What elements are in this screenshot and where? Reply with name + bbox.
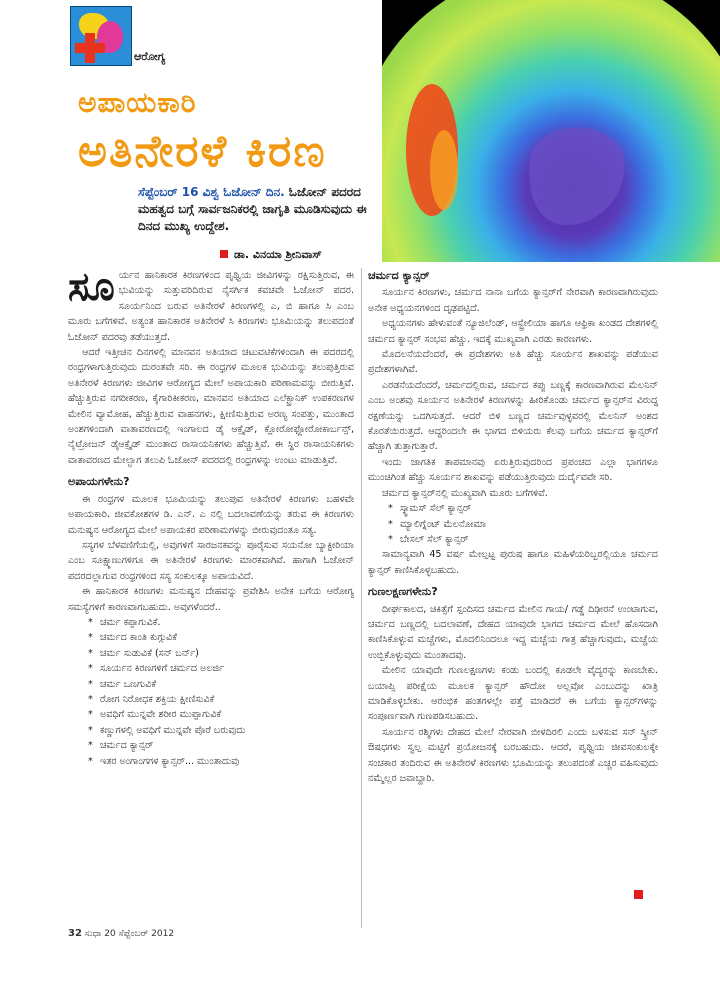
list-item: * ಅವಧಿಗೆ ಮುನ್ನವೇ ಶರೀರ ಮುಪ್ಪಾಗುವಿಕೆ	[88, 707, 354, 722]
intro-text	[138, 184, 368, 235]
title-line-1: ಅಪಾಯಕಾರಿ	[78, 86, 197, 119]
drop-cap: ಸೂ	[68, 264, 115, 310]
subheading-symptoms: ಗುಣಲಕ್ಷಣಗಳೇನು?	[368, 585, 438, 599]
list-item: * ರೋಗ ನಿರೋಧಕ ಶಕ್ತಿಯ ಕ್ಷೀಣಿಸುವಿಕೆ	[88, 692, 354, 707]
title-line-2: ಅತಿನೇರಳೆ ಕಿರಣ	[78, 126, 327, 177]
list-item: * ಚರ್ಮದ ಕ್ಯಾನ್ಸರ್	[88, 738, 354, 753]
paragraph: ಸೂರ್ಯನ ಕಿರಣಗಳು, ಚರ್ಮದ ನಾನಾ ಬಗೆಯ ಕ್ಯಾನ್ಸರ್‌ಗೆ ನೇರವಾಗಿ ಕಾರಣವಾಗಿರುವುದು ಅನೇಕ ಅಧ್ಯಯನಗಳಿಂದ ದೃಢಪಟ್ಟಿದೆ.	[368, 287, 658, 314]
author-name: ಡಾ. ವಿನಯಾ ಶ್ರೀನಿವಾಸ್	[234, 248, 322, 261]
page-number: 32	[68, 928, 82, 939]
paragraph: ಈ ಹಾನಿಕಾರಕ ಕಿರಣಗಳು ಮನುಷ್ಯನ ದೇಹವನ್ನು ಪ್ರವೇಶಿಸಿ ಅನೇಕ ಬಗೆಯ ಆರೋಗ್ಯ ಸಮಸ್ಯೆಗಳಿಗೆ ಕಾರಣವಾಗಬಹುದು. ಅವುಗಳೆಂದರೆ..	[68, 586, 354, 613]
intro-body: ಓಜೋನ್ ಪದರದ ಮಹತ್ವದ ಬಗ್ಗೆ ಸಾರ್ವಜನಿಕರಲ್ಲಿ ಜಾಗೃತಿ ಮೂಡಿಸುವುದು ಈ ದಿನದ ಮುಖ್ಯ ಉದ್ದೇಶ.	[138, 185, 367, 233]
list-item: * ಚರ್ಮ ಒಣಗುವಿಕೆ	[88, 677, 354, 692]
paragraph: ಚರ್ಮದ ಕ್ಯಾನ್ಸರ್‌ನಲ್ಲಿ ಮುಖ್ಯವಾಗಿ ಮೂರು ಬಗೆಗಳಿವೆ.	[382, 487, 548, 499]
ozone-globe-graphic	[382, 0, 720, 262]
byline	[220, 248, 322, 262]
subheading-dangers: ಅಪಾಯಗಳೇನು?	[68, 475, 130, 489]
ozone-hole-image	[382, 0, 720, 262]
paragraph: ಸೂರ್ಯನ ಹಾನಿಕಾರಕ ಕಿರಣಗಳಿಂದ ಪೃಥ್ವಿಯ ಜೀವಿಗಳನ್ನು ರಕ್ಷಿಸುತ್ತಿರುವ, ಈ ಭುವಿಯನ್ನು ಸುತ್ತುವರಿದಿರುವ ನೈಸರ್ಗಿಕ ಕವಚವೇ ಓಜೋನ್ ಪದರ. ಸೂರ್ಯನಿಂದ ಬರುವ ಅತಿನೇರಳೆ ಕಿರಣಗಳಲ್ಲಿ ಎ, ಬಿ ಹಾಗೂ ಸಿ ಎಂಬ ಮೂರು ಬಗೆಗಳಿವೆ. ಅತ್ಯಂತ ಹಾನಿಕಾರಕ ಅತಿನೇರಳೆ ಸಿ ಕಿರಣಗಳು ಭೂಮಿಯನ್ನು ತಲುಪದಂತೆ ಓಜೋನ್ ಪದರವು ತಡೆಯುತ್ತದೆ.	[68, 264, 354, 343]
paragraph: ದೀರ್ಘಕಾಲದ, ಚಿಕಿತ್ಸೆಗೆ ಸ್ಪಂದಿಸದ ಚರ್ಮದ ಮೇಲಿನ ಗಾಯ/ ಗಡ್ಡೆ ದಿಢೀರನೆ ಉಂಟಾಗುವ, ಚರ್ಮದ ಬಣ್ಣದಲ್ಲಿ ಬದಲಾವಣೆ, ದೇಹದ ಯಾವುದೇ ಭಾಗದ ಚರ್ಮದ ಮೇಲೆ ಹೊಸದಾಗಿ ಕಾಣಿಸಿಕೊಳ್ಳುವ ಮಚ್ಚೆಗಳು, ಮೊದಲಿನಿಂದಲೂ ಇದ್ದ ಮಚ್ಚೆಯ ಗಾತ್ರ ಹೆಚ್ಚಾಗುವುದು, ಮಚ್ಚೆಯ ಉಬ್ಬಿಕೊಳ್ಳುವುದು ಮುಂತಾದವು.	[368, 603, 658, 661]
paragraph: ಈ ರಂಧ್ರಗಳ ಮೂಲಕ ಭೂಮಿಯನ್ನು ತಲುಪುವ ಅತಿನೇರಳೆ ಕಿರಣಗಳು ಬಹಳವೇ ಅಪಾಯಕಾರಿ. ಜೀವಕೋಶಗಳ ಡಿ. ಎನ್. ಎ ನಲ್ಲಿ ಬದಲಾವಣೆಯನ್ನು ತರುವ ಈ ಕಿರಣಗಳು ಮನುಷ್ಯನ ಆರೋಗ್ಯದ ಮೇಲೆ ಅಪಾಯಕರ ಪರಿಣಾಮಗಳನ್ನು ಬೀರುವುದಂತೂ ಸತ್ಯ.	[68, 493, 354, 536]
page-footer	[68, 928, 174, 939]
list-item: * ಮ್ಯಾಲಿಗ್ನೆಂಟ್ ಮೆಲನೋಮಾ	[388, 517, 658, 532]
paragraph: ಆದರೆ ಇತ್ತೀಚಿನ ದಿನಗಳಲ್ಲಿ ಮಾನವನ ಅತಿಯಾದ ಚಟುವಟಿಕೆಗಳಿಂದಾಗಿ ಈ ಪದರದಲ್ಲಿ ರಂಧ್ರಗಳಾಗುತ್ತಿರುವುದು ದುರಂತವೇ ಸರಿ. ಈ ರಂಧ್ರಗಳ ಮೂಲಕ ಭುವಿಯನ್ನು ತಲುಪುತ್ತಿರುವ ಅತಿನೇರಳೆ ಕಿರಣಗಳು ಜೀವಿಗಳ ಆರೋಗ್ಯದ ಮೇಲೆ ಅಪಾಯಕಾರಿ ಪರಿಣಾಮವನ್ನು ಬೀರುತ್ತಿವೆ. ಹೆಚ್ಚುತ್ತಿರುವ ನಗರೀಕರಣ, ಕೈಗಾರಿಕೀಕರಣ, ಮಾನವನ ಅತಿಯಾದ ಎಲೆಕ್ಟ್ರಾನಿಕ್ ಉಪಕರಣಗಳ ಮೇಲಿನ ವ್ಯಾಮೋಹ, ಹೆಚ್ಚುತ್ತಿರುವ ವಾಹನಗಳು, ಕ್ಷೀಣಿಸುತ್ತಿರುವ ಅರಣ್ಯ ಸಂಪತ್ತು, ಮುಂತಾದ ಅಂಶಗಳಿಂದಾಗಿ ವಾತಾವರಣದಲ್ಲಿ ಇಂಗಾಲದ ಡೈ ಆಕ್ಸೈಡ್, ಕ್ಲೋರೋಫ್ಲೋರೋಕಾರ್ಬನ್ಸ್, ನೈಟ್ರೋಜನ್ ಡೈಆಕ್ಸೈಡ್ ಮುಂತಾದ ರಾಸಾಯನಿಕಗಳು ಹೆಚ್ಚುತ್ತಿವೆ. ಈ ಸ್ಥಿರ ರಾಸಾಯನಿಕಗಳು ವಾತಾವರಣದ ಮೇಲ್ಭಾಗ ತಲುಪಿ ಓಜೋನ್ ಪದರದಲ್ಲಿ ರಂಧ್ರಗಳನ್ನು ಉಂಟು ಮಾಡುತ್ತಿವೆ.	[68, 347, 354, 466]
list-item: * ಕಣ್ಣುಗಳಲ್ಲಿ ಅವಧಿಗೆ ಮುನ್ನವೇ ಪೊರೆ ಬರುವುದು	[88, 723, 354, 738]
paragraph: ಇಂದು ಜಾಗತಿಕ ತಾಪಮಾನವು ಏರುತ್ತಿರುವುದರಿಂದ ಪ್ರಪಂಚದ ಎಲ್ಲಾ ಭಾಗಗಳೂ ಮುಂಚಿಗಿಂತ ಹೆಚ್ಚು ಸೂರ್ಯನ ಶಾಖವನ್ನು ಪಡೆಯುತ್ತಿರುವುದು ದುರ್ದೈವವೇ ಸರಿ.	[368, 456, 658, 484]
list-item: * ಚರ್ಮ ಕಪ್ಪಾಗುವಿಕೆ.	[88, 615, 354, 630]
section-logo	[70, 6, 132, 66]
subheading-skin-cancer: ಚರ್ಮದ ಕ್ಯಾನ್ಸರ್	[368, 269, 430, 282]
footer-text: ಸುಧಾ 20 ಸೆಪ್ಟೆಂಬರ್ 2012	[84, 929, 175, 939]
list-item: * ಚರ್ಮ ಸುಡುವಿಕೆ (ಸನ್ ಬರ್ನ್)	[88, 646, 354, 661]
end-of-article-mark	[634, 890, 643, 899]
list-item: * ಸ್ಕ್ವಾಮಸ್ ಸೆಲ್ ಕ್ಯಾನ್ಸರ್	[388, 501, 658, 516]
section-label: ಆರೋಗ್ಯ	[134, 50, 166, 63]
list-item: * ಸೂರ್ಯನ ಕಿರಣಗಳಿಗೆ ಚರ್ಮದ ಅಲರ್ಜಿ	[88, 661, 354, 676]
intro-highlight: ಸೆಪ್ಟೆಂಬರ್ 16 ವಿಶ್ವ ಓಜೋನ್ ದಿನ.	[138, 185, 285, 199]
list-item: * ಇತರ ಅಂಗಾಂಗಗಳ ಕ್ಯಾನ್ಸರ್... ಮುಂತಾದುವು	[88, 754, 354, 769]
paragraph: ಎರಡನೆಯದೆಂದರೆ, ಚರ್ಮದಲ್ಲಿರುವ, ಚರ್ಮದ ಕಪ್ಪು ಬಣ್ಣಕ್ಕೆ ಕಾರಣವಾಗಿರುವ ಮೆಲನಿನ್ ಎಂಬ ಅಂಶವು ಸೂರ್ಯನ ಅತಿನೇರಳೆ ಕಿರಣಗಳನ್ನು ಹೀರಿಕೊಂಡು ಚರ್ಮದ ಕ್ಯಾನ್ಸರ್‌ನ ವಿರುದ್ಧ ರಕ್ಷಣೆಯನ್ನು ಒದಗಿಸುತ್ತದೆ. ಆದರೆ ಬಿಳಿ ಬಣ್ಣದ ಚರ್ಮವುಳ್ಳವರಲ್ಲಿ ಮೆಲನಿನ್ ಅಂಶದ ಕೊರತೆಯಿರುತ್ತದೆ. ಆದ್ದರಿಂದಲೇ ಈ ಭಾಗದ ಬಿಳಿಯರು ಕೆಲವು ಬಗೆಯ ಚರ್ಮದ ಕ್ಯಾನ್ಸರ್‌ಗೆ ಹೆಚ್ಚಾಗಿ ತುತ್ತಾಗುತ್ತಾರೆ.	[368, 379, 658, 453]
paragraph: ಸಸ್ಯಗಳ ಬೆಳವಣಿಗೆಯಲ್ಲಿ, ಅವುಗಳಿಗೆ ಸಾರಜನಕವನ್ನು ಪೂರೈಸುವ ಸಯನೋ ಬ್ಯಾಕ್ಟೀರಿಯಾ ಎಂಬ ಸೂಕ್ಷ್ಮಾಣುಗಳಿಗೂ ಈ ಅತಿನೇರಳೆ ಕಿರಣಗಳು ಮಾರಕವಾಗಿವೆ. ಹಾಗಾಗಿ ಓಜೋನ್ ಪದರದಲ್ಲಾಗುವ ರಂಧ್ರಗಳಿಂದ ಸಸ್ಯ ಸಂಕುಲಕ್ಕೂ ಅಪಾಯವಿದೆ.	[68, 539, 354, 582]
paragraph: ಅಧ್ಯಯನಗಳು ಹೇಳುವಂತೆ ನ್ಯೂಜಿಲೆಂಡ್, ಆಸ್ಟ್ರೇಲಿಯಾ ಹಾಗೂ ಆಫ್ರಿಕಾ ಖಂಡದ ದೇಶಗಳಲ್ಲಿ ಚರ್ಮದ ಕ್ಯಾನ್ಸರ್ ಸಂಭವ ಹೆಚ್ಚು. ಇದಕ್ಕೆ ಮುಖ್ಯವಾಗಿ ಎರಡು ಕಾರಣಗಳು.	[368, 318, 658, 345]
right-column	[368, 268, 658, 786]
list-item: * ಚರ್ಮದ ಕಾಂತಿ ಕುಗ್ಗುವಿಕೆ	[88, 630, 354, 645]
paragraph: ಮೊದಲನೆಯದೆಂದರೆ, ಈ ಪ್ರದೇಶಗಳು ಅತಿ ಹೆಚ್ಚು ಸೂರ್ಯನ ಶಾಖವನ್ನು ಪಡೆಯುವ ಪ್ರದೇಶಗಳಾಗಿವೆ.	[368, 349, 658, 376]
paragraph: ಮೇಲಿನ ಯಾವುದೇ ಗುಣಲಕ್ಷಣಗಳು ಕಂಡು ಬಂದಲ್ಲಿ ಕೂಡಲೇ ವೈದ್ಯರನ್ನು ಕಾಣಬೇಕು. ಬಯಾಪ್ಸಿ ಪರೀಕ್ಷೆಯ ಮೂಲಕ ಕ್ಯಾನ್ಸರ್ ಹೌದೋ ಅಲ್ಲವೋ ಎಂಬುದನ್ನು ಖಾತ್ರಿ ಮಾಡಿಕೊಳ್ಳಬೇಕು. ಆರಂಭಿಕ ಹಂತಗಳಲ್ಲೇ ಪತ್ತೆ ಮಾಡಿದರೆ ಈ ಬಗೆಯ ಕ್ಯಾನ್ಸರ್‌ಗಳನ್ನು ಸಂಪೂರ್ಣವಾಗಿ ಗುಣಪಡಿಸಬಹುದು.	[368, 665, 658, 723]
list-item: * ಬೇಸಲ್ ಸೆಲ್ ಕ್ಯಾನ್ಸರ್	[388, 532, 658, 547]
paragraph: ಸಾಮಾನ್ಯವಾಗಿ 45 ವರ್ಷ ಮೇಲ್ಪಟ್ಟ ಪುರುಷ ಹಾಗೂ ಮಹಿಳೆಯರಿಬ್ಬರಲ್ಲಿಯೂ ಚರ್ಮದ ಕ್ಯಾನ್ಸರ್ ಕಾಣಿಸಿಕೊಳ್ಳಬಹುದು.	[368, 549, 658, 576]
column-divider	[361, 268, 362, 928]
cancer-types-list	[368, 501, 658, 547]
byline-marker	[220, 250, 228, 258]
paragraph: ಸೂರ್ಯನ ರಶ್ಮಿಗಳು ದೇಹದ ಮೇಲೆ ನೇರವಾಗಿ ಬೀಳದಿರಲಿ ಎಂದು ಬಳಸುವ ಸನ್ ಸ್ಕ್ರೀನ್ ಔಷಧಗಳು ಸ್ವಲ್ಪ ಮಟ್ಟಿಗೆ ಪ್ರಯೋಜನಕ್ಕೆ ಬರಬಹುದು. ಆದರೆ, ಪೃಥ್ವಿಯ ಜೀವಸಂಕುಲಕ್ಕೇ ಸಂಚಕಾರ ತಂದಿರುವ ಈ ಅತಿನೇರಳೆ ಕಿರಣಗಳು ಭೂಮಿಯನ್ನು ತಲುಪದಂತೆ ಎಚ್ಚರ ವಹಿಸುವುದು ನಮ್ಮೆಲ್ಲರ ಜವಾಬ್ದಾರಿ.	[368, 726, 658, 784]
left-column	[68, 264, 354, 769]
effects-list	[68, 615, 354, 769]
